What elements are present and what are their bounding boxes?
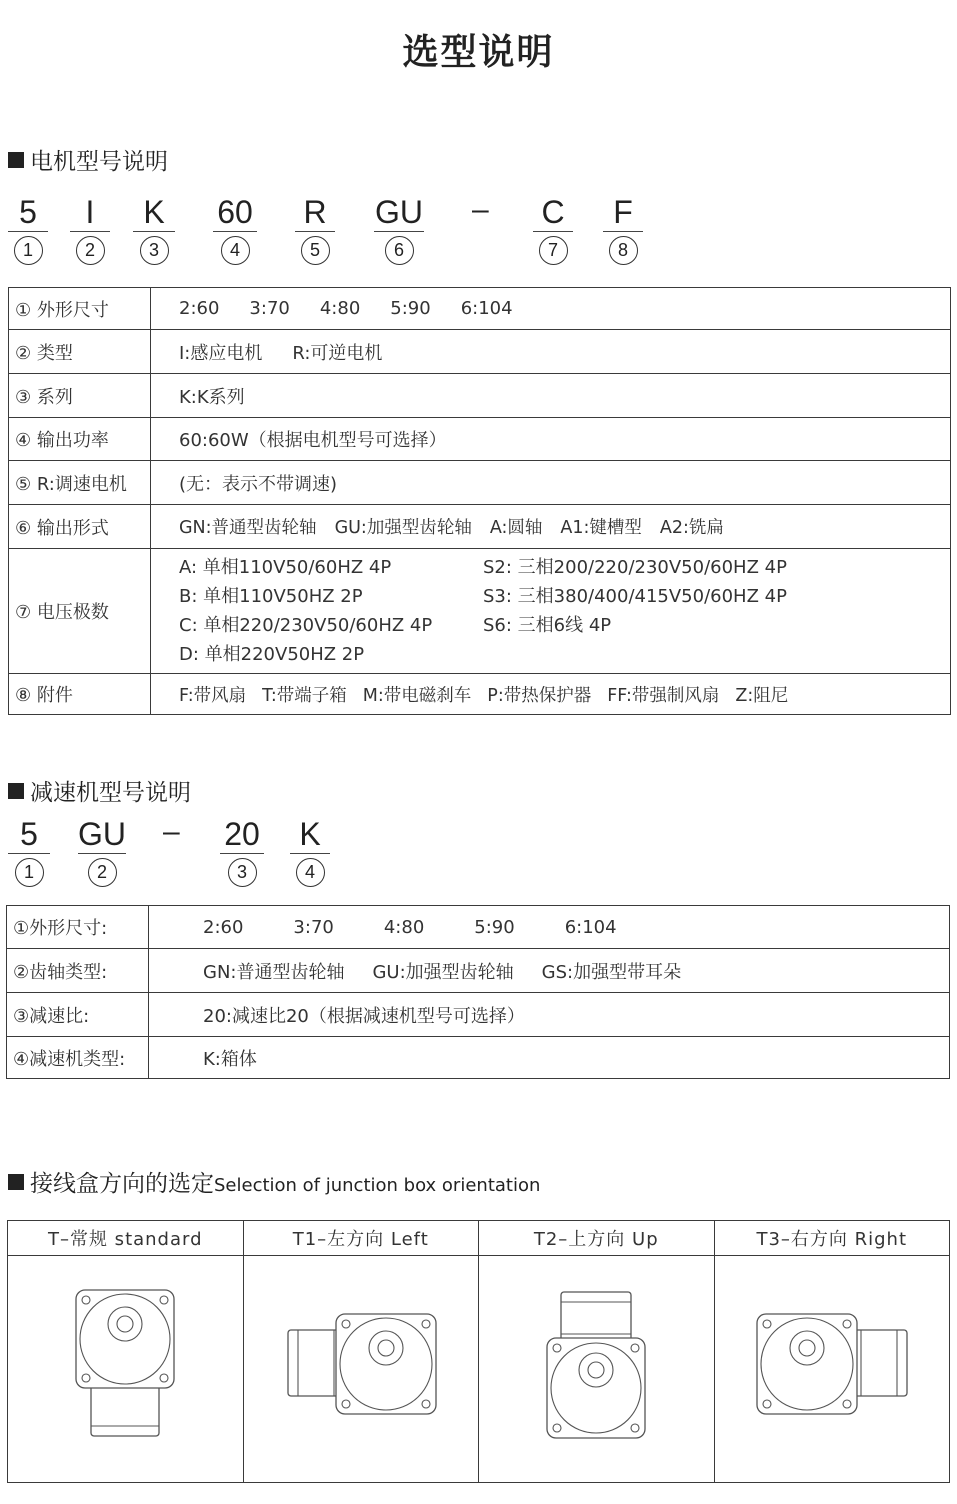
row-label: ⑥ 输出形式 — [9, 505, 151, 549]
square-bullet-icon — [8, 1174, 24, 1190]
code-number-circle: 8 — [609, 236, 638, 265]
junction-section-heading — [8, 1165, 540, 1198]
row-label: ①外形尺寸: — [7, 906, 149, 949]
motor-standard-drawing — [8, 1256, 243, 1478]
row-label: ②齿轴类型: — [7, 949, 149, 993]
table-row — [9, 374, 951, 418]
table-row — [7, 1037, 950, 1079]
row-label: ① 外形尺寸 — [9, 288, 151, 330]
orientation-cell-right — [714, 1256, 950, 1483]
row-values: K:箱体 — [149, 1037, 950, 1079]
code-dash: – — [163, 815, 180, 848]
table-row — [9, 461, 951, 505]
reducer-section-heading — [8, 774, 191, 807]
orientation-header-up: T2–上方向 Up — [479, 1221, 715, 1256]
table-row — [7, 949, 950, 993]
row-label: ⑧ 附件 — [9, 674, 151, 715]
code-number-circle: 1 — [14, 236, 43, 265]
code-char: C — [533, 193, 573, 232]
orientation-cell-up — [479, 1256, 715, 1483]
code-char: 20 — [220, 815, 264, 854]
reducer-code-seg — [220, 815, 264, 887]
code-number-circle: 4 — [296, 858, 325, 887]
code-number-circle: 5 — [301, 236, 330, 265]
reducer-spec-table — [6, 905, 950, 1079]
junction-heading-cn: 接线盒方向的选定 — [30, 1171, 214, 1197]
motor-code-seg — [533, 193, 573, 265]
row-label: ⑦ 电压极数 — [9, 549, 151, 674]
motor-code-seg — [603, 193, 643, 265]
code-number-circle: 3 — [228, 858, 257, 887]
code-char: I — [70, 193, 110, 232]
row-label: ④减速机类型: — [7, 1037, 149, 1079]
code-dash: – — [472, 193, 489, 226]
reducer-code-seg — [78, 815, 126, 887]
motor-left-drawing — [244, 1256, 479, 1478]
table-row — [9, 505, 951, 549]
row-values — [151, 549, 951, 674]
motor-heading-text: 电机型号说明 — [30, 149, 168, 175]
motor-spec-table — [8, 287, 951, 715]
row-values: K:K系列 — [151, 374, 951, 418]
motor-code-seg — [295, 193, 335, 265]
orientation-cell-standard — [8, 1256, 244, 1483]
row-label: ④ 输出功率 — [9, 418, 151, 461]
row-values: 2:60 3:70 4:80 5:90 6:104 — [149, 906, 950, 949]
code-number-circle: 6 — [385, 236, 414, 265]
motor-up-drawing — [479, 1256, 714, 1478]
motor-code-seg — [8, 193, 48, 265]
motor-code-seg — [70, 193, 110, 265]
code-number-circle: 7 — [539, 236, 568, 265]
table-row — [7, 906, 950, 949]
voltage-grid: A: 单相110V50/60HZ 4P S2: 三相200/220/230V50/60HZ 4P B: 单相110V50HZ 2P S3: 三相380/400/415V50/60HZ 4P C: 单相220/230V50/60HZ 4P S6: 三相6线 4P D: 单相220V50HZ 2P — [179, 557, 787, 665]
orientation-header-right: T3–右方向 Right — [714, 1221, 950, 1256]
row-label: ③ 系列 — [9, 374, 151, 418]
orientation-header-left: T1–左方向 Left — [243, 1221, 479, 1256]
code-number-circle: 2 — [76, 236, 105, 265]
table-row — [9, 674, 951, 715]
table-row — [9, 549, 951, 674]
code-char: K — [290, 815, 330, 854]
row-values: 2:60 3:70 4:80 5:90 6:104 — [151, 288, 951, 330]
row-label: ③减速比: — [7, 993, 149, 1037]
junction-heading-en: Selection of junction box orientation — [214, 1175, 541, 1196]
row-values: GN:普通型齿轮轴 GU:加强型齿轮轴 A:圆轴 A1:键槽型 A2:铣扁 — [151, 505, 951, 549]
code-char: GU — [375, 194, 423, 230]
reducer-code-seg — [8, 815, 50, 887]
motor-right-drawing — [715, 1256, 950, 1478]
square-bullet-icon — [8, 152, 24, 168]
square-bullet-icon — [8, 783, 24, 799]
orientation-table — [7, 1220, 950, 1483]
row-label: ⑤ R:调速电机 — [9, 461, 151, 505]
code-char: R — [295, 193, 335, 232]
row-values: GN:普通型齿轮轴 GU:加强型齿轮轴 GS:加强型带耳朵 — [149, 949, 950, 993]
row-values: 20:减速比20（根据减速机型号可选择） — [149, 993, 950, 1037]
motor-code-seg — [213, 193, 257, 265]
reducer-heading-text: 减速机型号说明 — [30, 780, 191, 806]
orientation-header-standard: T–常规 standard — [8, 1221, 244, 1256]
motor-code-seg — [133, 193, 175, 265]
code-char: F — [603, 193, 643, 232]
table-row — [9, 418, 951, 461]
reducer-code-seg — [290, 815, 330, 887]
page-title: 选型说明 — [402, 32, 555, 73]
code-number-circle: 3 — [140, 236, 169, 265]
row-label: ② 类型 — [9, 330, 151, 374]
row-values: (无：表示不带调速) — [151, 461, 951, 505]
code-char: K — [133, 193, 175, 232]
orientation-cell-left — [243, 1256, 479, 1483]
table-row — [7, 993, 950, 1037]
code-char: GU — [78, 816, 126, 852]
code-number-circle: 4 — [221, 236, 250, 265]
table-row — [9, 330, 951, 374]
code-char: 5 — [8, 193, 48, 232]
table-row — [9, 288, 951, 330]
row-values: 60:60W（根据电机型号可选择） — [151, 418, 951, 461]
motor-code-seg — [374, 193, 424, 265]
row-values: I:感应电机 R:可逆电机 — [151, 330, 951, 374]
code-number-circle: 2 — [88, 858, 117, 887]
code-char: 60 — [213, 193, 257, 232]
row-values: F:带风扇 T:带端子箱 M:带电磁刹车 P:带热保护器 FF:带强制风扇 Z:阻尼 — [151, 674, 951, 715]
motor-section-heading — [8, 143, 168, 176]
code-char: 5 — [8, 815, 50, 854]
code-number-circle: 1 — [15, 858, 44, 887]
